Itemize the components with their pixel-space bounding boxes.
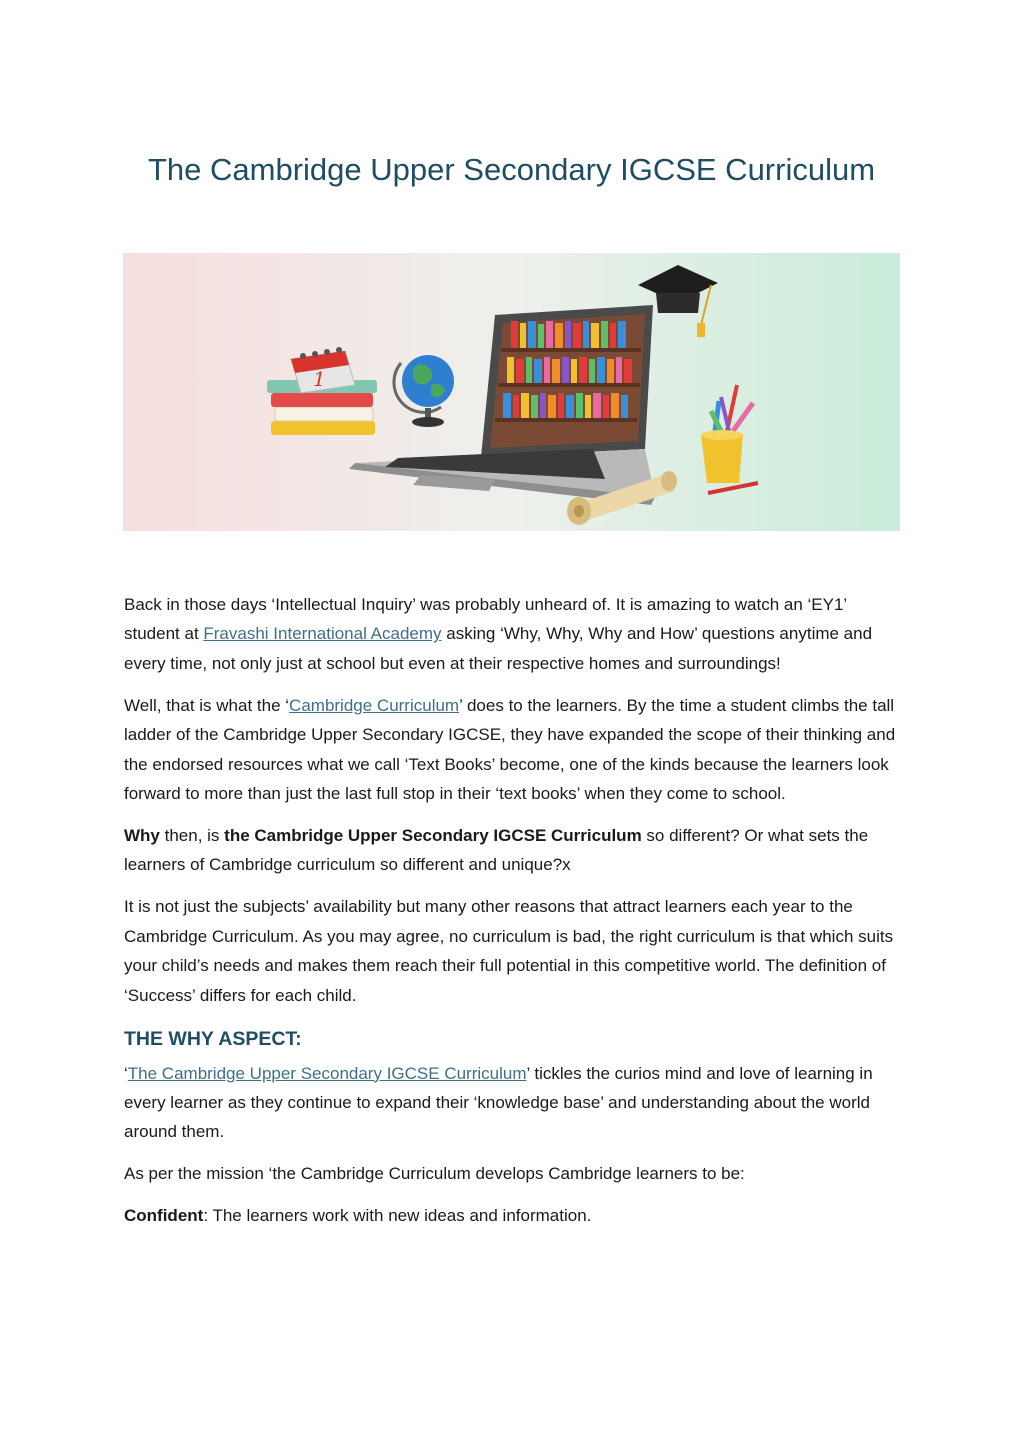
why-question-paragraph [124,821,902,880]
fravashi-academy-link[interactable]: Fravashi International Academy [203,624,442,644]
why-aspect-heading: THE WHY ASPECT: [124,1027,302,1050]
page-title: The Cambridge Upper Secondary IGCSE Curriculum [147,152,876,187]
text-span: : The learners work with new ideas and information. [203,1206,592,1226]
bold-confident: Confident [124,1206,204,1226]
text-span: Back in those days ‘Intellectual Inquiry’ was probably unheard of. It is amazing to watch an ‘EY1’ student at [124,595,847,644]
text-span: asking ‘Why, Why, Why and How’ questions anytime and every time, not only just at school but even at their respective homes and surroundings! [124,624,873,673]
text-span: ’ does to the learners. By the time a student climbs the tall ladder of the Cambridge Upper Secondary IGCSE, they have expanded the scope of their thinking and the endorsed resources what we call ‘Text Books’ become, one of the kinds because the learners look forward to more than just the last full stop in their ‘text books’ when they come to school. [124,695,896,804]
why-aspect-paragraph [124,1059,902,1147]
cambridge-curriculum-link[interactable]: Cambridge Curriculum [289,695,460,715]
curriculum-paragraph [124,691,902,809]
igcse-curriculum-link[interactable]: The Cambridge Upper Secondary IGCSE Curriculum [127,1063,527,1083]
text-span: then, is [159,826,225,846]
intro-paragraph [124,590,902,678]
text-span: ‘ [124,1063,128,1083]
calendar-number: 1 [313,367,326,391]
article-body [124,590,902,1243]
text-span: so different? Or what sets the learners of Cambridge curriculum so different and unique?x [124,826,869,875]
education-laptop-image [123,253,900,531]
mission-paragraph: As per the mission ‘the Cambridge Curriculum develops Cambridge learners to be: [124,1164,745,1184]
text-span: Well, that is what the ‘ [124,695,290,715]
text-span: ’ tickles the curios mind and love of learning in every learner as they continue to expand their ‘knowledge base’ and understanding about the world around them. [124,1063,873,1142]
confident-paragraph [124,1201,902,1230]
hero-illustration [123,253,900,531]
bold-curriculum-name: the Cambridge Upper Secondary IGCSE Curriculum [224,826,642,846]
bold-why: Why [124,826,160,846]
subjects-paragraph: It is not just the subjects’ availability but many other reasons that attract learners each year to the Cambridge Curriculum. As you may agree, no curriculum is bad, the right curriculum is that which suits your child’s needs and makes them reach their full potential in this competitive world. The definition of ‘Success’ differs for each child. [124,897,894,1005]
